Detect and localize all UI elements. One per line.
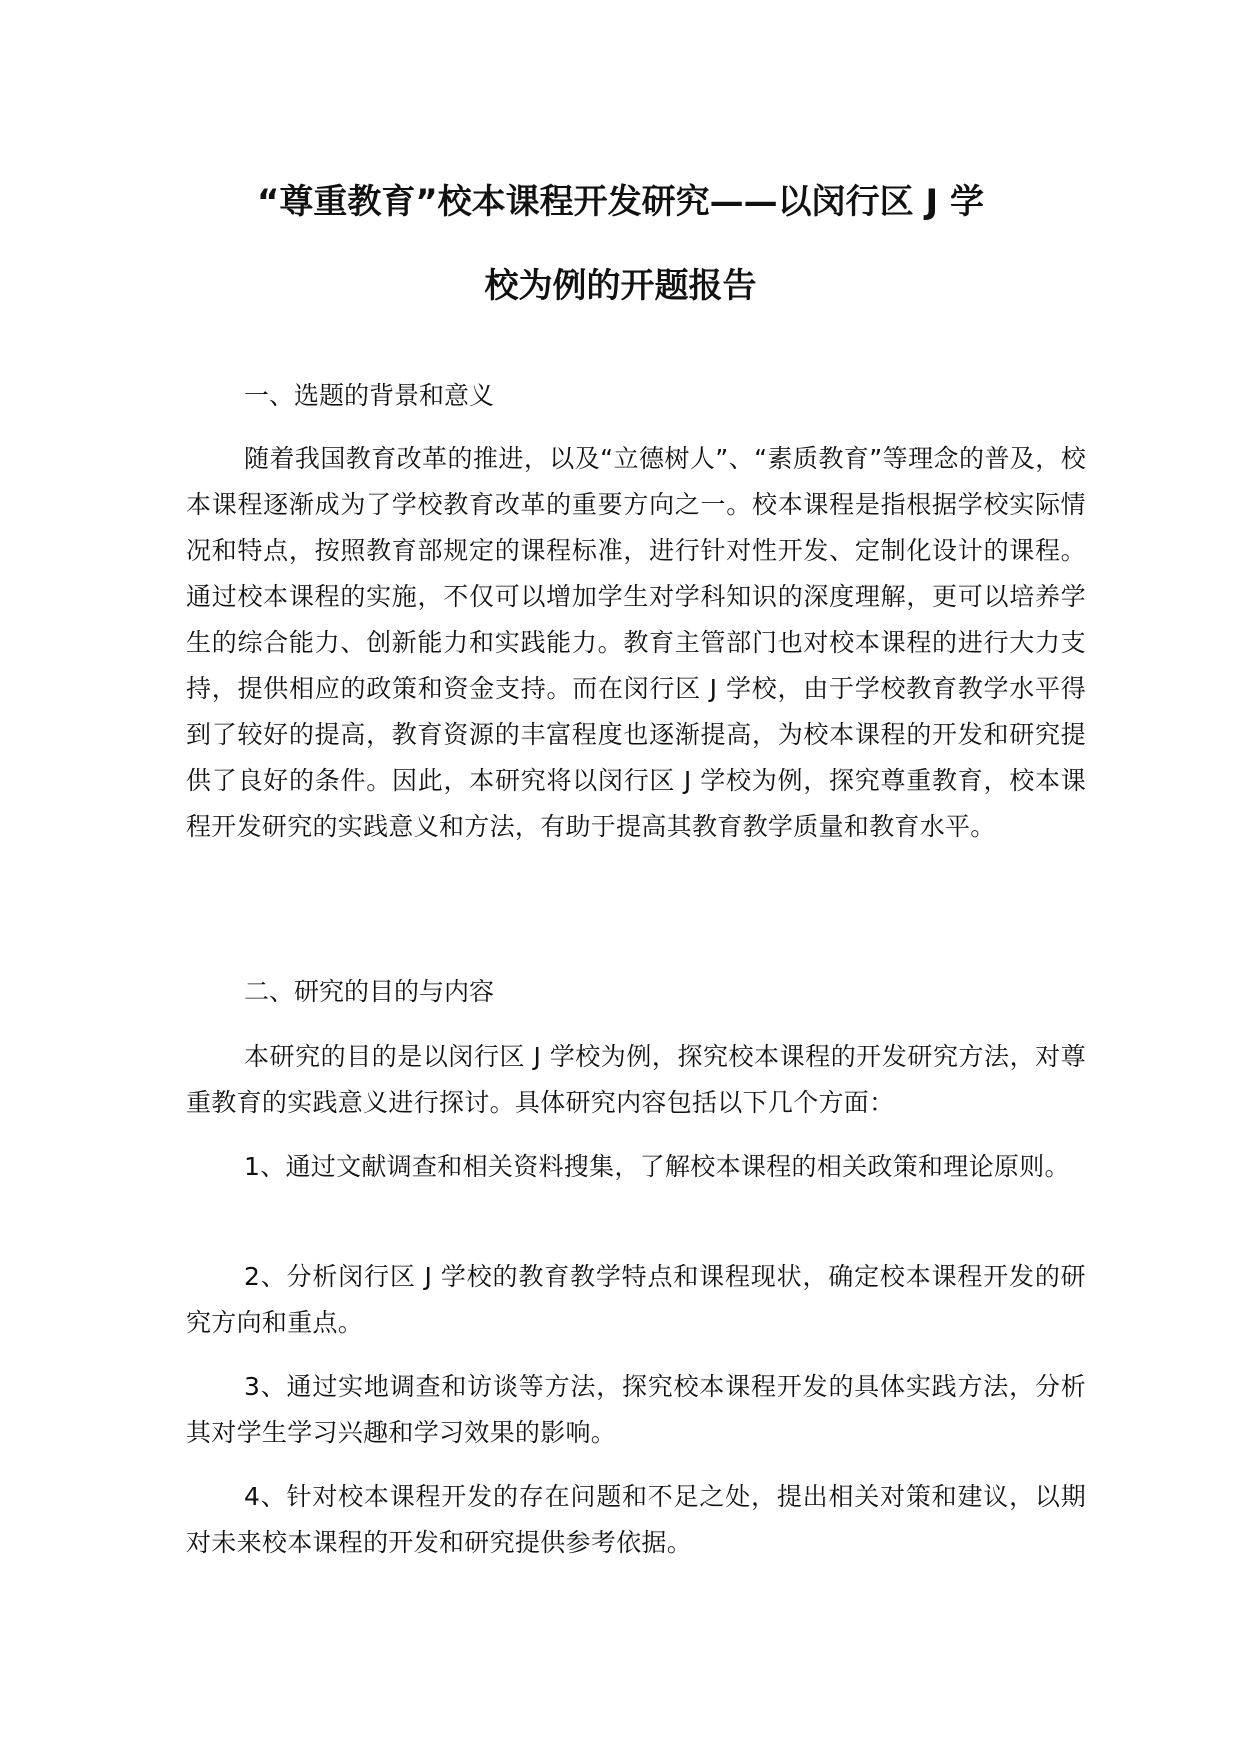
section-2-paragraph: 本研究的目的是以闵行区 J 学校为例，探究校本课程的开发研究方法，对尊重教育的实践意义进行探讨。具体研究内容包括以下几个方面： xyxy=(186,1042,1086,1117)
research-item-2: 2、分析闵行区 J 学校的教育教学特点和课程现状，确定校本课程开发的研究方向和重点。 xyxy=(186,1262,1086,1337)
research-item-3: 3、通过实地调查和访谈等方法，探究校本课程开发的具体实践方法，分析其对学生学习兴趣和学习效果的影响。 xyxy=(186,1372,1086,1447)
document-title-line-1: “尊重教育”校本课程开发研究——以闵行区 J 学 xyxy=(256,182,984,222)
section-1-heading: 一、选题的背景和意义 xyxy=(244,381,495,410)
research-item-1: 1、通过文献调查和相关资料搜集，了解校本课程的相关政策和理论原则。 xyxy=(244,1152,1070,1181)
section-1-paragraph: 随着我国教育改革的推进，以及“立德树人”、“素质教育”等理念的普及，校本课程逐渐成为了学校教育改革的重要方向之一。校本课程是指根据学校实际情况和特点，按照教育部规定的课程标准，进行针对性开发、定制化设计的课程。通过校本课程的实施，不仅可以增加学生对学科知识的深度理解，更可以培养学生的综合能力、创新能力和实践能力。教育主管部门也对校本课程的进行大力支持，提供相应的政策和资金支持。而在闵行区 J 学校，由于学校教育教学水平得到了较好的提高，教育资源的丰富程度也逐渐提高，为校本课程的开发和研究提供了良好的条件。因此，本研究将以闵行区 J 学校为例，探究尊重教育，校本课程开发研究的实践意义和方法，有助于提高其教育教学质量和教育水平。 xyxy=(186,444,1086,841)
section-2-heading: 二、研究的目的与内容 xyxy=(244,977,495,1006)
document-title-line-2: 校为例的开题报告 xyxy=(484,266,757,306)
research-item-4: 4、针对校本课程开发的存在问题和不足之处，提出相关对策和建议，以期对未来校本课程的开发和研究提供参考依据。 xyxy=(186,1482,1086,1557)
